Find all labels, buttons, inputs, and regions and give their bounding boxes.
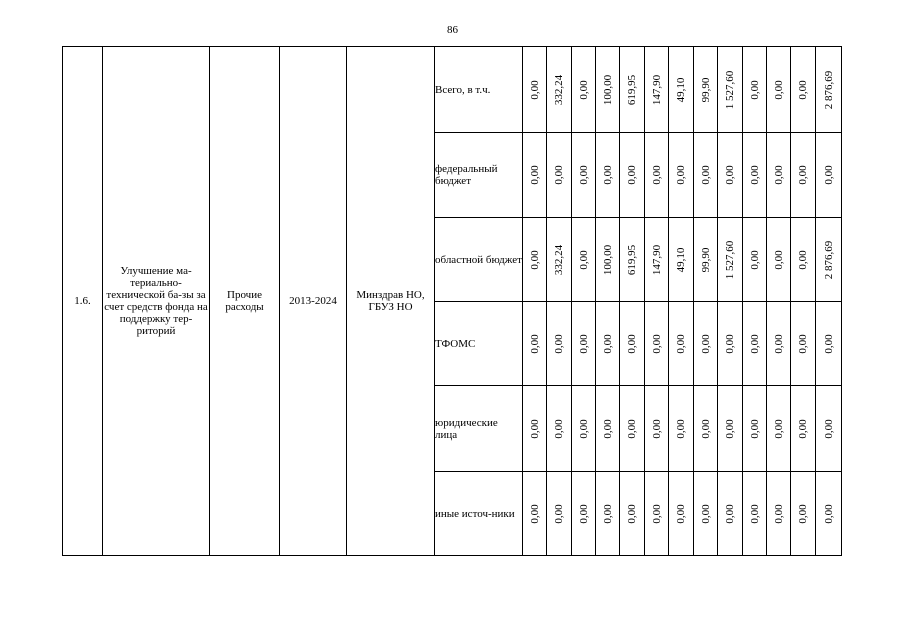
value-text: 99,90 [699, 77, 712, 102]
value-cell [596, 472, 620, 556]
value-text: 0,00 [528, 79, 541, 100]
value-cell [523, 472, 547, 556]
value-cell [620, 47, 645, 133]
value-text: 0,00 [626, 333, 638, 354]
value-cell [718, 472, 743, 556]
value-cell [596, 302, 620, 386]
value-cell [645, 133, 669, 218]
funding-source-label: юридические лица [435, 386, 523, 472]
value-cell [620, 386, 645, 472]
value-text: 0,00 [797, 503, 809, 524]
value-cell [791, 133, 816, 218]
value-text: 0,00 [822, 165, 835, 185]
value-cell [547, 133, 572, 218]
value-cell [547, 472, 572, 556]
value-cell [669, 302, 694, 386]
value-text: 619,95 [626, 244, 638, 275]
funding-source-label: областной бюджет [435, 218, 523, 302]
period: 2013-2024 [280, 47, 347, 556]
value-cell [743, 472, 767, 556]
value-cell [694, 218, 718, 302]
value-text: 0,00 [650, 333, 663, 354]
row-number: 1.6. [63, 47, 103, 556]
measure-name: Улучшение ма-териально-технической ба-зы за счет средств фонда на поддержку тер-риторий [103, 47, 210, 556]
value-text: 0,00 [675, 503, 687, 524]
value-cell [816, 133, 842, 218]
funding-source-label: ТФОМС [435, 302, 523, 386]
value-cell [718, 218, 743, 302]
value-cell [791, 386, 816, 472]
value-text: 0,00 [577, 165, 590, 185]
value-text: 0,00 [724, 503, 736, 524]
value-cell [523, 386, 547, 472]
value-cell [694, 47, 718, 133]
value-text: 0,00 [724, 418, 736, 439]
value-text: 147,90 [650, 244, 663, 275]
value-text: 100,00 [601, 74, 614, 105]
value-cell [767, 386, 791, 472]
value-cell [669, 47, 694, 133]
value-text: 0,00 [650, 418, 663, 439]
value-cell [669, 472, 694, 556]
value-cell [767, 47, 791, 133]
value-text: 49,10 [675, 247, 687, 272]
value-cell [767, 472, 791, 556]
value-cell [694, 386, 718, 472]
value-text: 0,00 [577, 503, 590, 524]
value-cell [767, 302, 791, 386]
value-text: 0,00 [797, 418, 809, 439]
value-cell [547, 218, 572, 302]
value-text: 332,24 [553, 244, 565, 275]
value-text: 0,00 [577, 418, 590, 439]
value-cell [669, 218, 694, 302]
value-cell [572, 133, 596, 218]
value-cell [669, 133, 694, 218]
funding-table [62, 46, 842, 556]
value-text: 0,00 [724, 333, 736, 354]
value-text: 0,00 [699, 503, 712, 524]
value-text: 0,00 [528, 418, 541, 439]
value-text: 0,00 [772, 79, 785, 100]
value-cell [645, 47, 669, 133]
value-text: 2 876,69 [822, 240, 835, 279]
value-text: 0,00 [626, 418, 638, 439]
value-text: 0,00 [797, 249, 809, 270]
value-text: 0,00 [626, 165, 638, 185]
value-cell [743, 302, 767, 386]
value-text: 0,00 [577, 79, 590, 100]
value-cell [791, 302, 816, 386]
value-text: 0,00 [772, 165, 785, 185]
value-text: 0,00 [601, 165, 614, 185]
value-cell [816, 47, 842, 133]
funding-source-label: иные источ-ники [435, 472, 523, 556]
value-cell [645, 386, 669, 472]
value-text: 0,00 [650, 165, 663, 185]
value-cell [572, 386, 596, 472]
value-text: 0,00 [675, 333, 687, 354]
value-text: 100,00 [601, 244, 614, 275]
value-text: 0,00 [699, 333, 712, 354]
value-cell [743, 218, 767, 302]
value-cell [572, 302, 596, 386]
value-cell [572, 472, 596, 556]
value-text: 0,00 [577, 333, 590, 354]
value-cell [523, 47, 547, 133]
value-cell [816, 386, 842, 472]
value-text: 0,00 [772, 249, 785, 270]
executor: Минздрав НО, ГБУЗ НО [347, 47, 435, 556]
value-text: 0,00 [553, 333, 565, 354]
value-text: 0,00 [601, 503, 614, 524]
value-text: 147,90 [650, 74, 663, 105]
value-cell [523, 218, 547, 302]
value-cell [523, 133, 547, 218]
value-text: 0,00 [699, 418, 712, 439]
value-cell [645, 218, 669, 302]
value-text: 0,00 [553, 165, 565, 185]
value-cell [572, 218, 596, 302]
value-cell [645, 302, 669, 386]
funding-source-label: Всего, в т.ч. [435, 47, 523, 133]
value-cell [791, 47, 816, 133]
value-text: 0,00 [528, 249, 541, 270]
value-cell [743, 133, 767, 218]
value-text: 0,00 [553, 503, 565, 524]
value-text: 49,10 [675, 77, 687, 102]
value-text: 619,95 [626, 74, 638, 105]
value-text: 0,00 [675, 165, 687, 185]
value-cell [743, 386, 767, 472]
value-cell [816, 302, 842, 386]
value-cell [718, 302, 743, 386]
value-text: 0,00 [577, 249, 590, 270]
value-text: 0,00 [748, 79, 761, 100]
value-text: 332,24 [553, 74, 565, 105]
funding-source-label: федеральный бюджет [435, 133, 523, 218]
value-text: 0,00 [553, 418, 565, 439]
value-cell [620, 133, 645, 218]
value-cell [596, 386, 620, 472]
value-cell [645, 472, 669, 556]
value-cell [694, 133, 718, 218]
page-number: 86 [447, 24, 458, 36]
value-text: 1 527,60 [724, 70, 736, 109]
value-cell [620, 472, 645, 556]
table-row [63, 47, 842, 133]
value-text: 0,00 [675, 418, 687, 439]
value-cell [791, 472, 816, 556]
value-cell [547, 47, 572, 133]
value-cell [669, 386, 694, 472]
value-text: 0,00 [797, 333, 809, 354]
value-cell [694, 472, 718, 556]
value-cell [816, 218, 842, 302]
value-text: 0,00 [528, 503, 541, 524]
value-cell [572, 47, 596, 133]
value-text: 0,00 [699, 165, 712, 185]
value-text: 0,00 [748, 165, 761, 185]
value-cell [816, 472, 842, 556]
value-text: 0,00 [626, 503, 638, 524]
value-cell [743, 47, 767, 133]
value-cell [523, 302, 547, 386]
value-cell [718, 133, 743, 218]
value-cell [547, 386, 572, 472]
value-text: 0,00 [748, 249, 761, 270]
value-cell [767, 133, 791, 218]
value-text: 2 876,69 [822, 70, 835, 109]
value-cell [718, 47, 743, 133]
value-cell [694, 302, 718, 386]
value-text: 0,00 [748, 333, 761, 354]
value-text: 0,00 [748, 418, 761, 439]
value-text: 1 527,60 [724, 240, 736, 279]
value-text: 99,90 [699, 247, 712, 272]
value-text: 0,00 [601, 333, 614, 354]
value-cell [791, 218, 816, 302]
value-text: 0,00 [601, 418, 614, 439]
value-cell [718, 386, 743, 472]
value-cell [596, 218, 620, 302]
value-text: 0,00 [748, 503, 761, 524]
value-cell [547, 302, 572, 386]
value-text: 0,00 [797, 165, 809, 185]
value-cell [596, 47, 620, 133]
value-text: 0,00 [822, 333, 835, 354]
value-text: 0,00 [772, 333, 785, 354]
value-text: 0,00 [528, 165, 541, 185]
value-text: 0,00 [822, 418, 835, 439]
value-text: 0,00 [528, 333, 541, 354]
value-text: 0,00 [724, 165, 736, 185]
value-cell [620, 302, 645, 386]
value-cell [596, 133, 620, 218]
value-text: 0,00 [797, 79, 809, 100]
value-cell [620, 218, 645, 302]
value-cell [767, 218, 791, 302]
value-text: 0,00 [772, 418, 785, 439]
value-text: 0,00 [822, 503, 835, 524]
value-text: 0,00 [772, 503, 785, 524]
value-text: 0,00 [650, 503, 663, 524]
expense-type: Прочие расходы [210, 47, 280, 556]
